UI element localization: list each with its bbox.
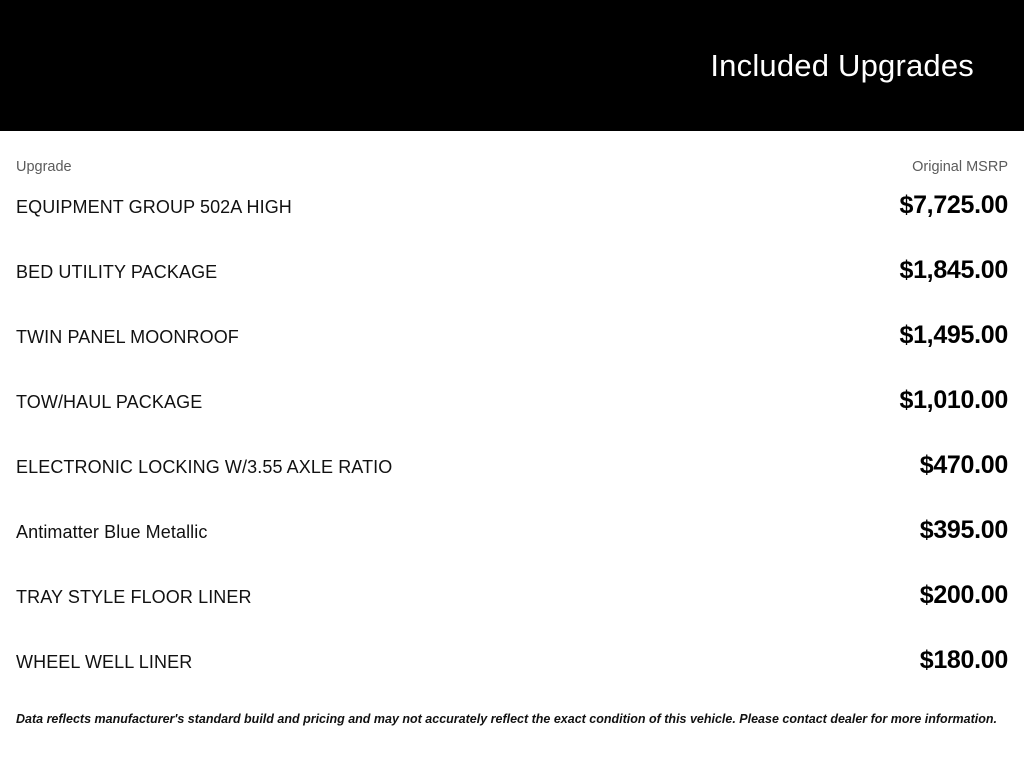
upgrade-price: $1,495.00 [899, 321, 1008, 349]
disclaimer-text: Data reflects manufacturer's standard build and pricing and may not accurately reflect the exact condition of this vehicle. Please contact dealer for more information. [16, 712, 998, 726]
table-row [16, 646, 1008, 711]
table-row [16, 451, 1008, 516]
upgrade-name: ELECTRONIC LOCKING W/3.55 AXLE RATIO [16, 457, 393, 477]
page-header [0, 0, 1024, 131]
upgrade-price: $1,845.00 [899, 256, 1008, 284]
table-row [16, 516, 1008, 581]
column-header-upgrade: Upgrade [16, 159, 72, 175]
upgrade-name: WHEEL WELL LINER [16, 652, 193, 672]
upgrade-name: EQUIPMENT GROUP 502A HIGH [16, 197, 292, 217]
upgrade-name: TWIN PANEL MOONROOF [16, 327, 239, 347]
table-header-row [16, 131, 1008, 191]
upgrade-name: TOW/HAUL PACKAGE [16, 392, 203, 412]
column-header-original-msrp: Original MSRP [912, 159, 1008, 175]
upgrade-name: Antimatter Blue Metallic [16, 522, 208, 542]
upgrade-name: TRAY STYLE FLOOR LINER [16, 587, 252, 607]
upgrade-price: $395.00 [919, 516, 1008, 544]
table-row [16, 256, 1008, 321]
table-row [16, 386, 1008, 451]
table-row [16, 581, 1008, 646]
upgrade-price: $180.00 [919, 646, 1008, 674]
upgrade-price: $470.00 [919, 451, 1008, 479]
page-title: Included Upgrades [710, 48, 974, 83]
upgrade-name: BED UTILITY PACKAGE [16, 262, 218, 282]
upgrade-price: $200.00 [919, 581, 1008, 609]
table-row [16, 191, 1008, 256]
upgrades-table [0, 131, 1024, 711]
upgrade-price: $7,725.00 [899, 191, 1008, 219]
table-row [16, 321, 1008, 386]
upgrade-price: $1,010.00 [899, 386, 1008, 414]
